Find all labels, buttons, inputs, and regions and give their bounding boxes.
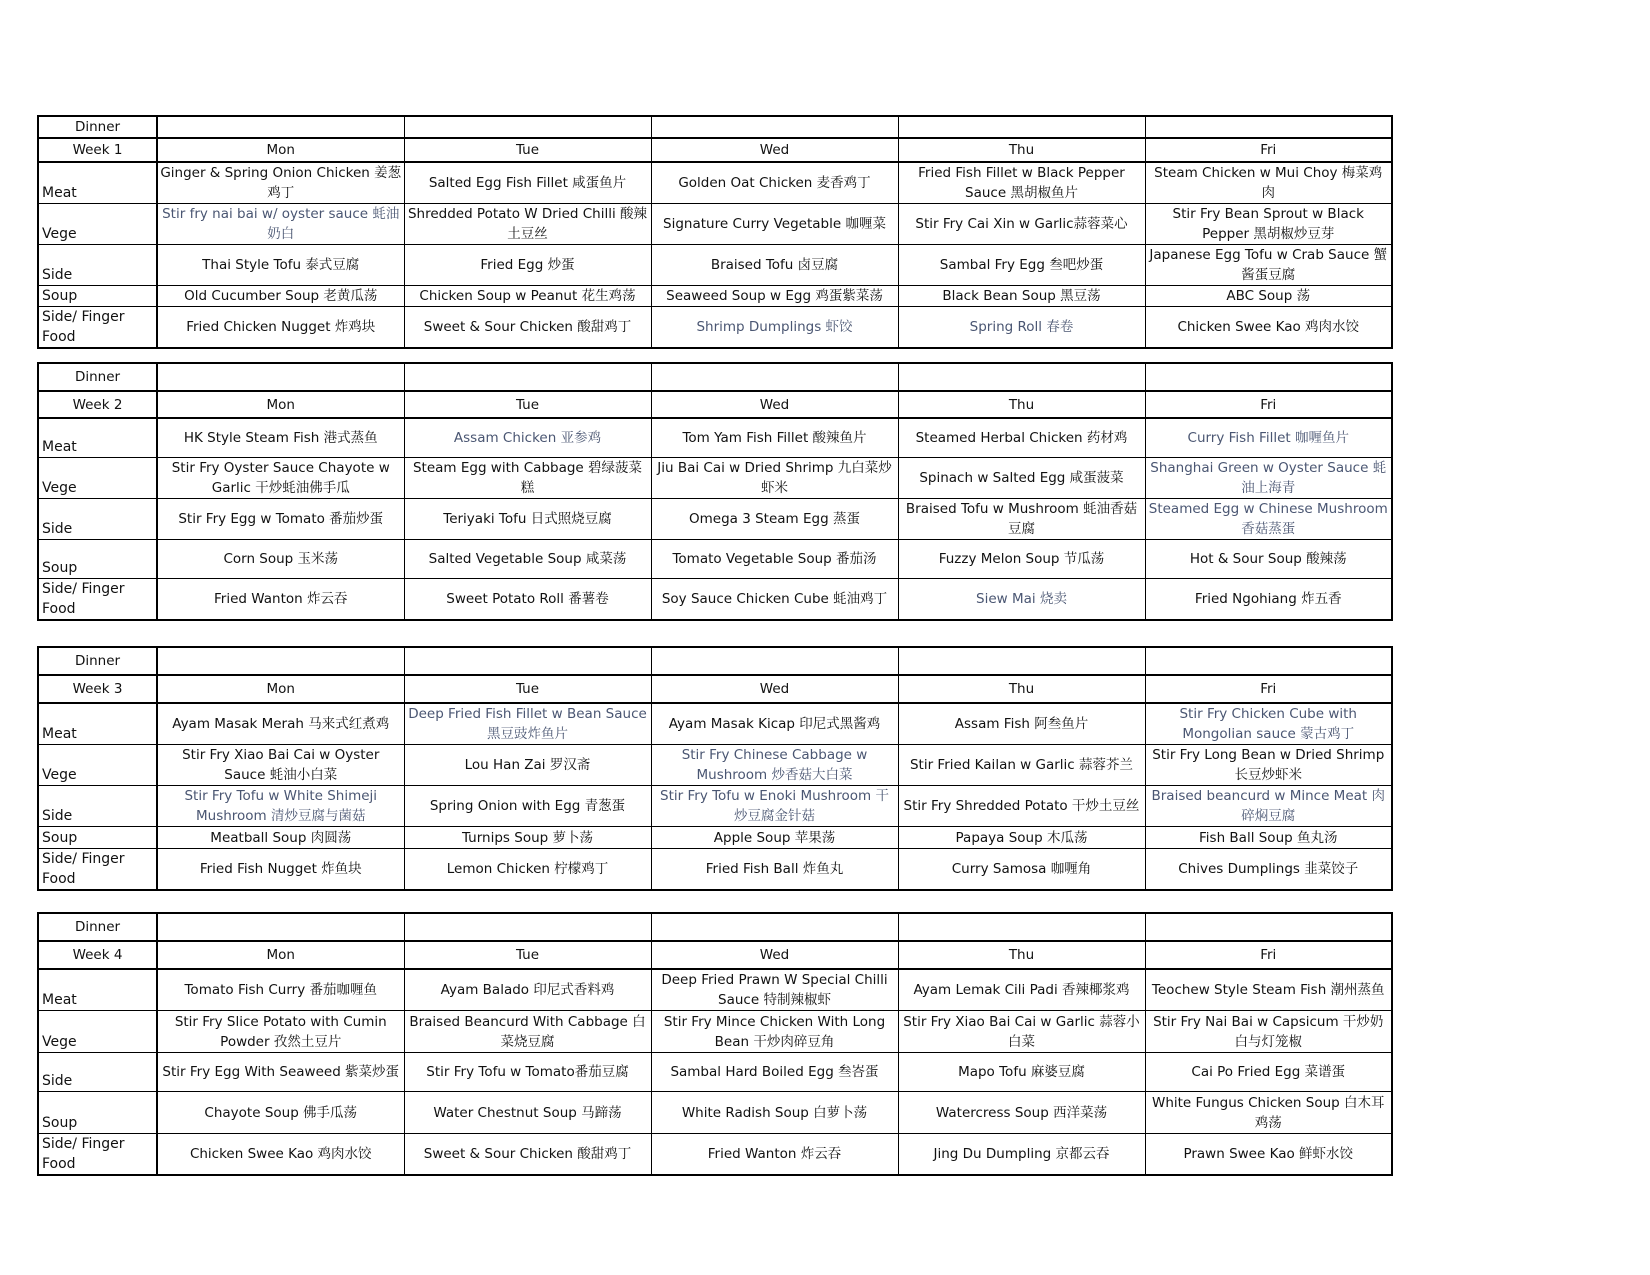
menu-item-cell: Watercress Soup 西洋菜荡 — [898, 1092, 1145, 1134]
menu-item-cell: Ayam Masak Merah 马来式红煮鸡 — [157, 703, 404, 745]
week-3-menu-table — [37, 646, 1393, 891]
day-header-thu: Thu — [898, 391, 1145, 418]
menu-item-cell: Fish Ball Soup 鱼丸汤 — [1145, 827, 1392, 849]
day-header-thu: Thu — [898, 941, 1145, 969]
menu-item-cell: Fuzzy Melon Soup 节瓜荡 — [898, 539, 1145, 578]
menu-item-cell: Fried Fish Ball 炸鱼丸 — [651, 849, 898, 891]
dinner-label: Dinner — [38, 363, 157, 391]
menu-item-cell: Old Cucumber Soup 老黄瓜荡 — [157, 286, 404, 307]
menu-item-cell: Papaya Soup 木瓜荡 — [898, 827, 1145, 849]
menu-item-cell: Corn Soup 玉米荡 — [157, 539, 404, 578]
menu-item-cell: Stir Fry Slice Potato with Cumin Powder 孜然土豆片 — [157, 1011, 404, 1053]
meal-row — [38, 849, 1392, 891]
meal-row — [38, 578, 1392, 620]
week-label: Week 4 — [38, 941, 157, 969]
menu-item-cell: Ayam Balado 印尼式香料鸡 — [404, 969, 651, 1011]
week-label: Week 2 — [38, 391, 157, 418]
menu-item-cell: Shanghai Green w Oyster Sauce 蚝油上海青 — [1145, 457, 1392, 498]
day-header-tue: Tue — [404, 391, 651, 418]
day-header-tue: Tue — [404, 675, 651, 703]
row-label: Soup — [38, 286, 157, 307]
empty-cell — [1145, 647, 1392, 675]
week-4-menu-table — [37, 912, 1393, 1176]
meal-row — [38, 786, 1392, 827]
empty-cell — [898, 913, 1145, 941]
menu-item-cell: ABC Soup 荡 — [1145, 286, 1392, 307]
meal-row — [38, 162, 1392, 204]
meal-row — [38, 1092, 1392, 1134]
menu-item-cell: Water Chestnut Soup 马蹄荡 — [404, 1092, 651, 1134]
menu-item-cell: Sweet & Sour Chicken 酸甜鸡丁 — [404, 307, 651, 349]
empty-cell — [1145, 116, 1392, 138]
meal-row — [38, 418, 1392, 457]
meal-row — [38, 969, 1392, 1011]
empty-cell — [1145, 363, 1392, 391]
meal-row — [38, 286, 1392, 307]
menu-item-cell: Stir Fry Egg With Seaweed 紫菜炒蛋 — [157, 1053, 404, 1092]
menu-item-cell: Tomato Fish Curry 番茄咖喱鱼 — [157, 969, 404, 1011]
menu-item-cell: Stir Fry Oyster Sauce Chayote w Garlic 干炒蚝油佛手瓜 — [157, 457, 404, 498]
menu-item-cell: Ayam Lemak Cili Padi 香辣椰浆鸡 — [898, 969, 1145, 1011]
menu-item-cell: Salted Vegetable Soup 咸菜荡 — [404, 539, 651, 578]
menu-item-cell: Seaweed Soup w Egg 鸡蛋紫菜荡 — [651, 286, 898, 307]
day-header-mon: Mon — [157, 138, 404, 162]
day-header-mon: Mon — [157, 675, 404, 703]
menu-item-cell: Sweet & Sour Chicken 酸甜鸡丁 — [404, 1134, 651, 1176]
meal-row — [38, 457, 1392, 498]
row-label: Side — [38, 498, 157, 539]
day-header-fri: Fri — [1145, 138, 1392, 162]
menu-item-cell: Curry Fish Fillet 咖喱鱼片 — [1145, 418, 1392, 457]
row-label: Side — [38, 1053, 157, 1092]
meal-row — [38, 539, 1392, 578]
row-label: Side/ Finger Food — [38, 1134, 157, 1176]
menu-item-cell: Signature Curry Vegetable 咖喱菜 — [651, 204, 898, 245]
dinner-label: Dinner — [38, 647, 157, 675]
meal-row — [38, 1011, 1392, 1053]
day-header-tue: Tue — [404, 138, 651, 162]
empty-cell — [651, 363, 898, 391]
empty-cell — [157, 363, 404, 391]
empty-cell — [651, 647, 898, 675]
menu-item-cell: Shrimp Dumplings 虾饺 — [651, 307, 898, 349]
menu-item-cell: Curry Samosa 咖喱角 — [898, 849, 1145, 891]
menu-item-cell: Fried Egg 炒蛋 — [404, 245, 651, 286]
menu-item-cell: Stir Fry Shredded Potato 干炒土豆丝 — [898, 786, 1145, 827]
menu-item-cell: Ayam Masak Kicap 印尼式黑酱鸡 — [651, 703, 898, 745]
row-label: Vege — [38, 204, 157, 245]
menu-item-cell: Sambal Fry Egg 叁吧炒蛋 — [898, 245, 1145, 286]
menu-item-cell: Deep Fried Prawn W Special Chilli Sauce 特制辣椒虾 — [651, 969, 898, 1011]
empty-cell — [404, 913, 651, 941]
row-label: Side/ Finger Food — [38, 849, 157, 891]
meal-row — [38, 245, 1392, 286]
menu-item-cell: Fried Chicken Nugget 炸鸡块 — [157, 307, 404, 349]
menu-item-cell: Stir Fry Tofu w Enoki Mushroom 干炒豆腐金针菇 — [651, 786, 898, 827]
menu-item-cell: Stir Fry Mince Chicken With Long Bean 干炒肉碎豆角 — [651, 1011, 898, 1053]
menu-item-cell: Teriyaki Tofu 日式照烧豆腐 — [404, 498, 651, 539]
menu-item-cell: Cai Po Fried Egg 菜谱蛋 — [1145, 1053, 1392, 1092]
menu-item-cell: Chives Dumplings 韭菜饺子 — [1145, 849, 1392, 891]
menu-item-cell: Chayote Soup 佛手瓜荡 — [157, 1092, 404, 1134]
empty-cell — [404, 116, 651, 138]
empty-cell — [651, 116, 898, 138]
row-label: Soup — [38, 827, 157, 849]
dinner-label: Dinner — [38, 913, 157, 941]
menu-item-cell: HK Style Steam Fish 港式蒸鱼 — [157, 418, 404, 457]
empty-cell — [898, 116, 1145, 138]
week-label: Week 3 — [38, 675, 157, 703]
empty-cell — [898, 363, 1145, 391]
row-label: Meat — [38, 969, 157, 1011]
menu-item-cell: White Fungus Chicken Soup 白木耳鸡荡 — [1145, 1092, 1392, 1134]
menu-item-cell: White Radish Soup 白萝卜荡 — [651, 1092, 898, 1134]
empty-cell — [404, 647, 651, 675]
menu-item-cell: Black Bean Soup 黑豆荡 — [898, 286, 1145, 307]
row-label: Side — [38, 786, 157, 827]
menu-item-cell: Japanese Egg Tofu w Crab Sauce 蟹酱蛋豆腐 — [1145, 245, 1392, 286]
empty-cell — [157, 116, 404, 138]
menu-item-cell: Stir Fry Chinese Cabbage w Mushroom 炒香菇大白菜 — [651, 745, 898, 786]
menu-item-cell: Stir Fry Chicken Cube with Mongolian sauce 蒙古鸡丁 — [1145, 703, 1392, 745]
row-label: Vege — [38, 1011, 157, 1053]
menu-item-cell: Sambal Hard Boiled Egg 叁峇蛋 — [651, 1053, 898, 1092]
meal-row — [38, 1053, 1392, 1092]
menu-item-cell: Chicken Soup w Peanut 花生鸡荡 — [404, 286, 651, 307]
row-label: Meat — [38, 418, 157, 457]
day-header-wed: Wed — [651, 675, 898, 703]
week-2-menu-table — [37, 362, 1393, 621]
empty-cell — [651, 913, 898, 941]
menu-item-cell: Stir Fry Xiao Bai Cai w Oyster Sauce 蚝油小白菜 — [157, 745, 404, 786]
menu-item-cell: Stir Fry Cai Xin w Garlic蒜蓉菜心 — [898, 204, 1145, 245]
menu-item-cell: Stir fry nai bai w/ oyster sauce 蚝油奶白 — [157, 204, 404, 245]
row-label: Vege — [38, 457, 157, 498]
dinner-label: Dinner — [38, 116, 157, 138]
menu-item-cell: Shredded Potato W Dried Chilli 酸辣土豆丝 — [404, 204, 651, 245]
menu-item-cell: Salted Egg Fish Fillet 咸蛋鱼片 — [404, 162, 651, 204]
row-label: Vege — [38, 745, 157, 786]
menu-item-cell: Mapo Tofu 麻婆豆腐 — [898, 1053, 1145, 1092]
menu-item-cell: Stir Fry Xiao Bai Cai w Garlic 蒜蓉小白菜 — [898, 1011, 1145, 1053]
row-label: Soup — [38, 1092, 157, 1134]
menu-item-cell: Steamed Herbal Chicken 药材鸡 — [898, 418, 1145, 457]
menu-item-cell: Ginger & Spring Onion Chicken 姜葱鸡丁 — [157, 162, 404, 204]
day-header-thu: Thu — [898, 138, 1145, 162]
menu-item-cell: Stir Fry Tofu w White Shimeji Mushroom 清炒豆腐与菌菇 — [157, 786, 404, 827]
menu-item-cell: Tomato Vegetable Soup 番茄汤 — [651, 539, 898, 578]
menu-item-cell: Tom Yam Fish Fillet 酸辣鱼片 — [651, 418, 898, 457]
menu-item-cell: Turnips Soup 萝卜荡 — [404, 827, 651, 849]
row-label: Side/ Finger Food — [38, 307, 157, 349]
day-header-fri: Fri — [1145, 675, 1392, 703]
day-header-wed: Wed — [651, 941, 898, 969]
menu-item-cell: Fried Wanton 炸云吞 — [651, 1134, 898, 1176]
week-label: Week 1 — [38, 138, 157, 162]
menu-item-cell: Golden Oat Chicken 麦香鸡丁 — [651, 162, 898, 204]
menu-item-cell: Fried Fish Nugget 炸鱼块 — [157, 849, 404, 891]
menu-item-cell: Stir Fried Kailan w Garlic 蒜蓉芥兰 — [898, 745, 1145, 786]
empty-cell — [1145, 913, 1392, 941]
menu-item-cell: Braised beancurd w Mince Meat 肉碎焖豆腐 — [1145, 786, 1392, 827]
row-label: Side/ Finger Food — [38, 578, 157, 620]
day-header-fri: Fri — [1145, 941, 1392, 969]
row-label: Meat — [38, 162, 157, 204]
day-header-fri: Fri — [1145, 391, 1392, 418]
menu-item-cell: Stir Fry Tofu w Tomato番茄豆腐 — [404, 1053, 651, 1092]
menu-item-cell: Steam Chicken w Mui Choy 梅菜鸡肉 — [1145, 162, 1392, 204]
menu-item-cell: Steam Egg with Cabbage 碧绿菠菜糕 — [404, 457, 651, 498]
meal-row — [38, 307, 1392, 349]
menu-item-cell: Chicken Swee Kao 鸡肉水饺 — [1145, 307, 1392, 349]
menu-item-cell: Fried Wanton 炸云吞 — [157, 578, 404, 620]
menu-item-cell: Apple Soup 苹果荡 — [651, 827, 898, 849]
menu-item-cell: Jiu Bai Cai w Dried Shrimp 九白菜炒虾米 — [651, 457, 898, 498]
menu-item-cell: Prawn Swee Kao 鲜虾水饺 — [1145, 1134, 1392, 1176]
menu-item-cell: Assam Chicken 亚参鸡 — [404, 418, 651, 457]
menu-item-cell: Spinach w Salted Egg 咸蛋菠菜 — [898, 457, 1145, 498]
menu-item-cell: Fried Ngohiang 炸五香 — [1145, 578, 1392, 620]
menu-item-cell: Spring Roll 春卷 — [898, 307, 1145, 349]
menu-item-cell: Spring Onion with Egg 青葱蛋 — [404, 786, 651, 827]
menu-item-cell: Stir Fry Long Bean w Dried Shrimp 长豆炒虾米 — [1145, 745, 1392, 786]
menu-item-cell: Teochew Style Steam Fish 潮州蒸鱼 — [1145, 969, 1392, 1011]
empty-cell — [898, 647, 1145, 675]
row-label: Meat — [38, 703, 157, 745]
day-header-mon: Mon — [157, 391, 404, 418]
menu-item-cell: Steamed Egg w Chinese Mushroom 香菇蒸蛋 — [1145, 498, 1392, 539]
day-header-wed: Wed — [651, 391, 898, 418]
empty-cell — [404, 363, 651, 391]
menu-item-cell: Stir Fry Nai Bai w Capsicum 干炒奶白与灯笼椒 — [1145, 1011, 1392, 1053]
empty-cell — [157, 913, 404, 941]
menu-item-cell: Soy Sauce Chicken Cube 蚝油鸡丁 — [651, 578, 898, 620]
menu-item-cell: Chicken Swee Kao 鸡肉水饺 — [157, 1134, 404, 1176]
day-header-mon: Mon — [157, 941, 404, 969]
menu-item-cell: Lou Han Zai 罗汉斋 — [404, 745, 651, 786]
row-label: Side — [38, 245, 157, 286]
day-header-wed: Wed — [651, 138, 898, 162]
menu-item-cell: Hot & Sour Soup 酸辣荡 — [1145, 539, 1392, 578]
menu-item-cell: Lemon Chicken 柠檬鸡丁 — [404, 849, 651, 891]
meal-row — [38, 1134, 1392, 1176]
meal-row — [38, 745, 1392, 786]
day-header-thu: Thu — [898, 675, 1145, 703]
meal-row — [38, 827, 1392, 849]
menu-item-cell: Assam Fish 阿叁鱼片 — [898, 703, 1145, 745]
meal-row — [38, 498, 1392, 539]
menu-item-cell: Thai Style Tofu 泰式豆腐 — [157, 245, 404, 286]
day-header-tue: Tue — [404, 941, 651, 969]
week-1-menu-table — [37, 115, 1393, 349]
menu-item-cell: Stir Fry Egg w Tomato 番茄炒蛋 — [157, 498, 404, 539]
menu-item-cell: Jing Du Dumpling 京都云吞 — [898, 1134, 1145, 1176]
meal-row — [38, 703, 1392, 745]
menu-item-cell: Sweet Potato Roll 番薯卷 — [404, 578, 651, 620]
menu-item-cell: Braised Tofu w Mushroom 蚝油香菇豆腐 — [898, 498, 1145, 539]
menu-item-cell: Meatball Soup 肉圆荡 — [157, 827, 404, 849]
menu-item-cell: Braised Tofu 卤豆腐 — [651, 245, 898, 286]
empty-cell — [157, 647, 404, 675]
menu-item-cell: Fried Fish Fillet w Black Pepper Sauce 黑胡椒鱼片 — [898, 162, 1145, 204]
menu-item-cell: Siew Mai 烧卖 — [898, 578, 1145, 620]
meal-row — [38, 204, 1392, 245]
row-label: Soup — [38, 539, 157, 578]
menu-item-cell: Omega 3 Steam Egg 蒸蛋 — [651, 498, 898, 539]
menu-item-cell: Braised Beancurd With Cabbage 白菜烧豆腐 — [404, 1011, 651, 1053]
menu-item-cell: Deep Fried Fish Fillet w Bean Sauce 黑豆豉炸鱼片 — [404, 703, 651, 745]
menu-item-cell: Stir Fry Bean Sprout w Black Pepper 黑胡椒炒豆芽 — [1145, 204, 1392, 245]
